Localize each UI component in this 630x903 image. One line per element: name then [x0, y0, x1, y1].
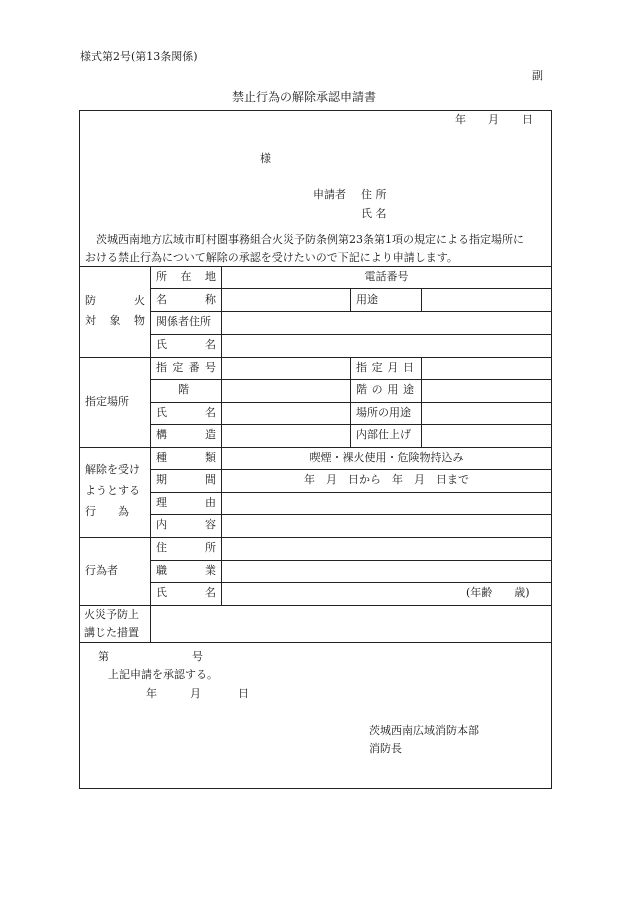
right-label-place-usage: 場所の用途 — [356, 406, 411, 419]
row-label-actor-name: 氏 名 — [156, 586, 216, 599]
approval-date-day: 日 — [238, 687, 249, 700]
approval-chief: 消防長 — [369, 742, 402, 755]
row-label-actor-address: 住 所 — [156, 541, 216, 554]
actor-age: (年齢 歳) — [466, 586, 530, 599]
row-label-place-name: 氏 名 — [156, 406, 216, 419]
right-label-designation-date: 指 定 月 日 — [356, 361, 414, 374]
applicant-name-label: 氏 名 — [361, 207, 387, 220]
phone-label: 電話番号 — [364, 270, 409, 283]
row-label-owner-address: 関係者住所 — [156, 315, 211, 328]
row-label-period: 期 間 — [156, 473, 216, 486]
row-label-type: 種 類 — [156, 451, 216, 464]
grid-line — [221, 266, 222, 605]
row-label-occupation: 職 業 — [156, 564, 216, 577]
grid-line — [350, 357, 351, 447]
application-body-line2: おける禁止行為について解除の承認を受けたいので下記により申請します。 — [85, 251, 458, 264]
section-label-release-line2: ようとする — [85, 484, 140, 497]
approval-office: 茨城西南広域消防本部 — [369, 724, 479, 737]
date-month: 月 — [488, 113, 499, 126]
section-label-release-line3: 行 為 — [85, 505, 129, 518]
applicant-address-label: 住 所 — [361, 188, 387, 201]
row-label-designation-number: 指 定 番 号 — [156, 361, 216, 374]
row-label-reason: 理 由 — [156, 496, 216, 509]
date-day: 日 — [522, 113, 533, 126]
section-label-release-line1: 解除を受け — [85, 463, 140, 476]
approval-date-month: 月 — [190, 687, 201, 700]
approval-number-suffix: 号 — [192, 650, 203, 663]
section-label-actor: 行為者 — [85, 564, 118, 577]
grid-line — [350, 288, 351, 311]
copy-mark: 副 — [532, 69, 543, 82]
section-label-measures-line2: 講じた措置 — [84, 626, 139, 639]
section-label-designated-place: 指定場所 — [85, 395, 129, 408]
approval-date-year: 年 — [146, 687, 157, 700]
form-title: 禁止行為の解除承認申請書 — [232, 90, 377, 104]
right-label-floor-usage: 階 の 用 途 — [356, 383, 414, 396]
release-type-value: 喫煙・裸火使用・危険物持込み — [309, 451, 464, 464]
applicant-label: 申請者 — [313, 188, 346, 201]
right-label-interior-finish: 内部仕上げ — [356, 428, 411, 441]
grid-line — [150, 266, 151, 642]
release-period-value: 年 月 日から 年 月 日まで — [304, 473, 469, 486]
section-label-fire-target-2: 対 象 物 — [85, 314, 145, 327]
date-year: 年 — [455, 113, 466, 126]
grid-line — [150, 379, 552, 380]
addressee-suffix: 様 — [260, 152, 271, 165]
row-label-structure: 構 造 — [156, 428, 216, 441]
form-number: 様式第2号(第13条関係) — [80, 50, 198, 63]
section-label-fire-target: 防 火 — [85, 294, 145, 307]
application-body-line1: 茨城西南地方広域市町村圏事務組合火災予防条例第23条第1項の規定による指定場所に — [96, 233, 524, 246]
row-label-name: 名 称 — [156, 293, 216, 306]
row-label-location: 所 在 地 — [156, 270, 216, 283]
grid-line — [421, 357, 422, 447]
approval-number-prefix: 第 — [98, 650, 109, 663]
row-label-owner-name: 氏 名 — [156, 338, 216, 351]
usage-label: 用途 — [356, 293, 378, 306]
grid-line — [79, 642, 552, 643]
section-label-measures-line1: 火災予防上 — [84, 608, 139, 621]
row-label-floor: 階 — [178, 383, 189, 396]
row-label-content: 内 容 — [156, 518, 216, 531]
grid-line — [421, 288, 422, 311]
approval-text: 上記申請を承認する。 — [108, 668, 218, 681]
